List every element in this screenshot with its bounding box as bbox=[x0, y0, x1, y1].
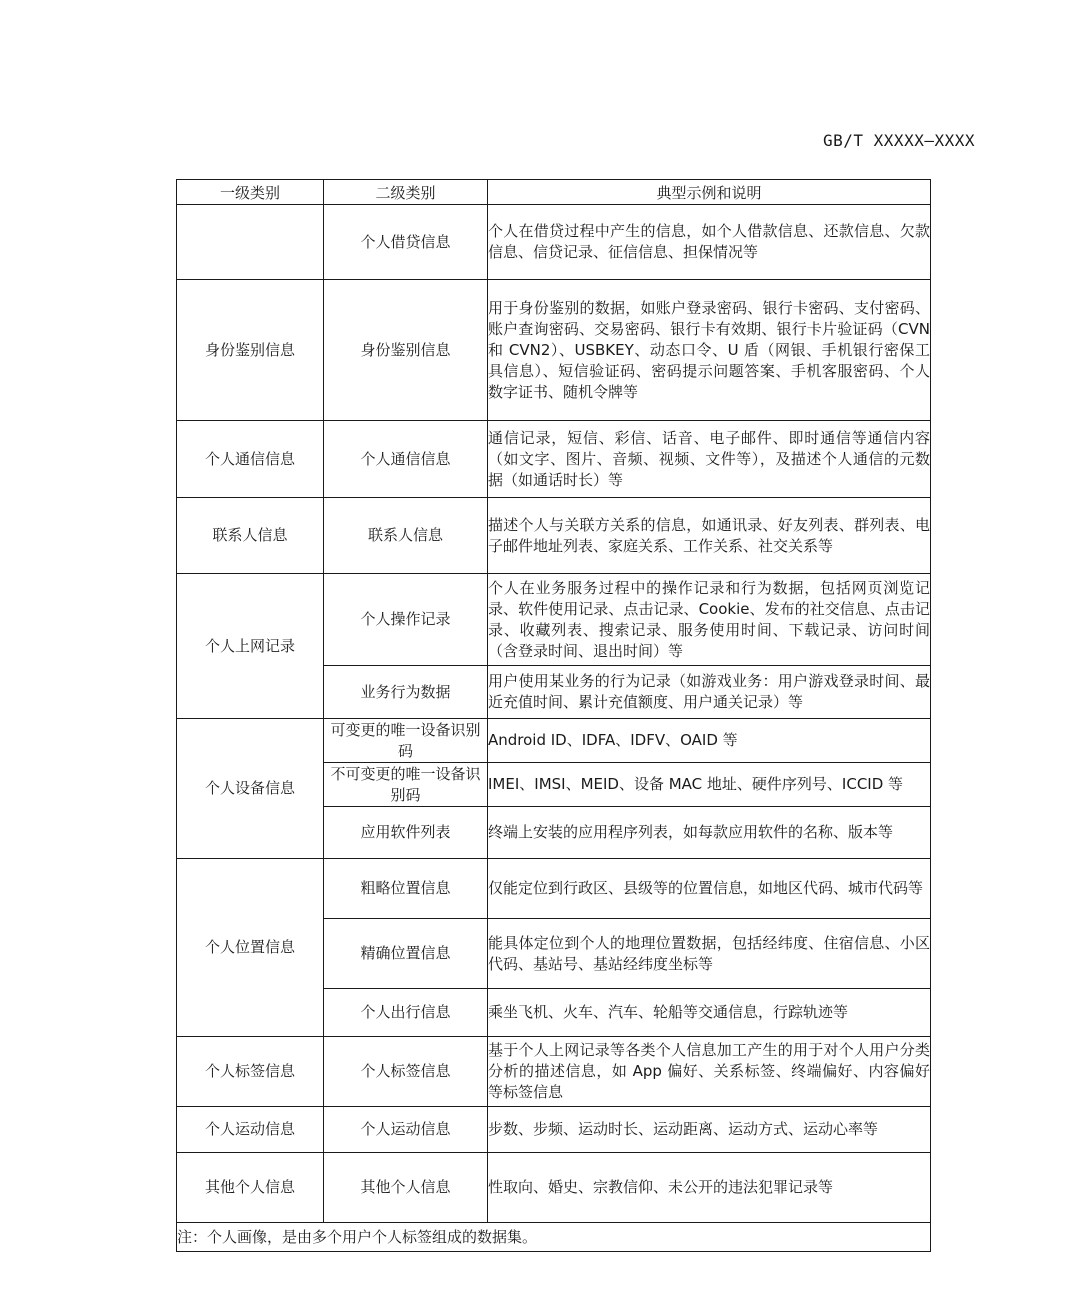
description-cell: 性取向、婚史、宗教信仰、未公开的违法犯罪记录等 bbox=[488, 1153, 931, 1223]
personal-info-classification-table bbox=[176, 179, 931, 1252]
standard-code: GB/T XXXXX—XXXX bbox=[823, 131, 975, 150]
description-cell: 描述个人与关联方关系的信息，如通讯录、好友列表、群列表、电子邮件地址列表、家庭关系、工作关系、社交关系等 bbox=[488, 498, 931, 574]
table-row bbox=[177, 498, 931, 574]
primary-category-cell: 个人位置信息 bbox=[177, 859, 324, 1037]
table-row bbox=[177, 421, 931, 498]
description-cell: 基于个人上网记录等各类个人信息加工产生的用于对个人用户分类分析的描述信息，如 App 偏好、关系标签、终端偏好、内容偏好等标签信息 bbox=[488, 1037, 931, 1107]
primary-category-cell bbox=[177, 205, 324, 280]
table-row bbox=[177, 574, 931, 666]
table-header-row bbox=[177, 180, 931, 205]
description-cell: 用于身份鉴别的数据，如账户登录密码、银行卡密码、支付密码、账户查询密码、交易密码、银行卡有效期、银行卡片验证码（CVN 和 CVN2）、USBKEY、动态口令、U 盾（网银、手机银行密保工具信息）、短信验证码、密码提示问题答案、手机客服密码、个人数字证书、随机令牌等 bbox=[488, 280, 931, 421]
primary-category-cell: 个人通信信息 bbox=[177, 421, 324, 498]
primary-category-cell: 其他个人信息 bbox=[177, 1153, 324, 1223]
secondary-category-cell: 应用软件列表 bbox=[324, 807, 488, 859]
description-cell: 个人在业务服务过程中的操作记录和行为数据，包括网页浏览记录、软件使用记录、点击记录、Cookie、发布的社交信息、点击记录、收藏列表、搜索记录、服务使用时间、下载记录、访问时间（含登录时间、退出时间）等 bbox=[488, 574, 931, 666]
column-header: 二级类别 bbox=[324, 180, 488, 205]
column-header: 典型示例和说明 bbox=[488, 180, 931, 205]
description-cell: 通信记录，短信、彩信、话音、电子邮件、即时通信等通信内容（如文字、图片、音频、视频、文件等），及描述个人通信的元数据（如通话时长）等 bbox=[488, 421, 931, 498]
table-row bbox=[177, 280, 931, 421]
primary-category-cell: 个人运动信息 bbox=[177, 1107, 324, 1153]
secondary-category-cell: 业务行为数据 bbox=[324, 666, 488, 719]
secondary-category-cell: 身份鉴别信息 bbox=[324, 280, 488, 421]
table-row bbox=[177, 1153, 931, 1223]
description-cell: 终端上安装的应用程序列表，如每款应用软件的名称、版本等 bbox=[488, 807, 931, 859]
secondary-category-cell: 不可变更的唯一设备识别码 bbox=[324, 763, 488, 807]
table-row bbox=[177, 719, 931, 763]
primary-category-cell: 个人标签信息 bbox=[177, 1037, 324, 1107]
table-note: 注：个人画像，是由多个用户个人标签组成的数据集。 bbox=[177, 1223, 931, 1252]
primary-category-cell: 个人设备信息 bbox=[177, 719, 324, 859]
primary-category-cell: 联系人信息 bbox=[177, 498, 324, 574]
description-cell: 乘坐飞机、火车、汽车、轮船等交通信息，行踪轨迹等 bbox=[488, 989, 931, 1037]
description-cell: 用户使用某业务的行为记录（如游戏业务：用户游戏登录时间、最近充值时间、累计充值额度、用户通关记录）等 bbox=[488, 666, 931, 719]
secondary-category-cell: 精确位置信息 bbox=[324, 919, 488, 989]
description-cell: Android ID、IDFA、IDFV、OAID 等 bbox=[488, 719, 931, 763]
secondary-category-cell: 其他个人信息 bbox=[324, 1153, 488, 1223]
description-cell: 个人在借贷过程中产生的信息，如个人借款信息、还款信息、欠款信息、信贷记录、征信信息、担保情况等 bbox=[488, 205, 931, 280]
secondary-category-cell: 个人操作记录 bbox=[324, 574, 488, 666]
table-row bbox=[177, 859, 931, 919]
primary-category-cell: 个人上网记录 bbox=[177, 574, 324, 719]
secondary-category-cell: 个人运动信息 bbox=[324, 1107, 488, 1153]
description-cell: IMEI、IMSI、MEID、设备 MAC 地址、硬件序列号、ICCID 等 bbox=[488, 763, 931, 807]
table-note-row bbox=[177, 1223, 931, 1252]
secondary-category-cell: 个人出行信息 bbox=[324, 989, 488, 1037]
secondary-category-cell: 个人通信信息 bbox=[324, 421, 488, 498]
description-cell: 能具体定位到个人的地理位置数据，包括经纬度、住宿信息、小区代码、基站号、基站经纬度坐标等 bbox=[488, 919, 931, 989]
secondary-category-cell: 可变更的唯一设备识别码 bbox=[324, 719, 488, 763]
column-header: 一级类别 bbox=[177, 180, 324, 205]
table-row bbox=[177, 1107, 931, 1153]
secondary-category-cell: 联系人信息 bbox=[324, 498, 488, 574]
table-row bbox=[177, 205, 931, 280]
primary-category-cell: 身份鉴别信息 bbox=[177, 280, 324, 421]
secondary-category-cell: 粗略位置信息 bbox=[324, 859, 488, 919]
table-row bbox=[177, 1037, 931, 1107]
description-cell: 步数、步频、运动时长、运动距离、运动方式、运动心率等 bbox=[488, 1107, 931, 1153]
description-cell: 仅能定位到行政区、县级等的位置信息，如地区代码、城市代码等 bbox=[488, 859, 931, 919]
secondary-category-cell: 个人标签信息 bbox=[324, 1037, 488, 1107]
secondary-category-cell: 个人借贷信息 bbox=[324, 205, 488, 280]
